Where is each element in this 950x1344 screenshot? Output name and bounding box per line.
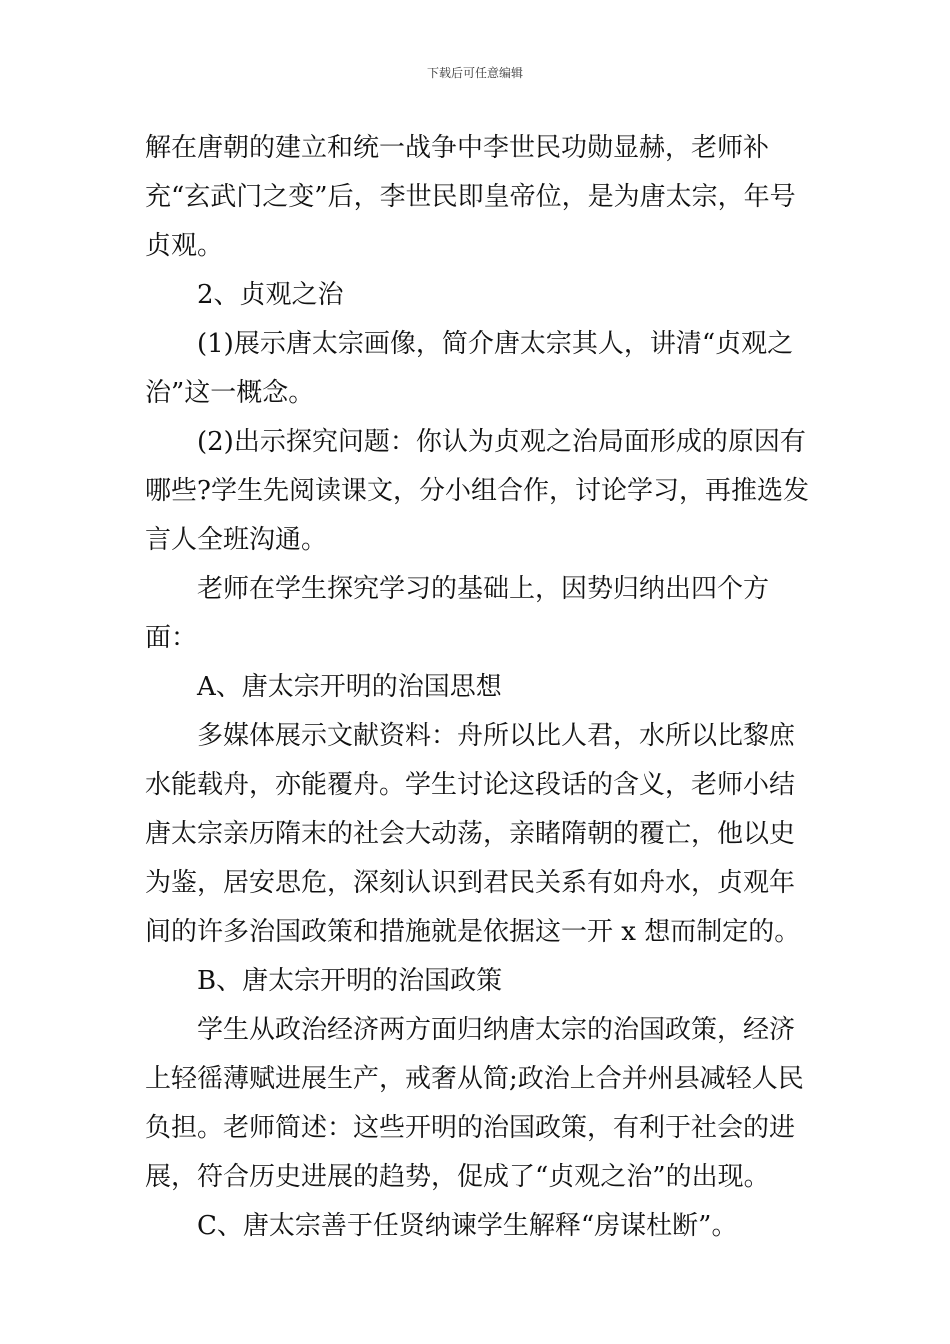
paragraph-7: 多媒体展示文献资料：舟所以比人君，水所以比黎庶水能载舟，亦能覆舟。学生讨论这段话的含义，老师小结唐太宗亲历隋末的社会大动荡，亲睹隋朝的覆亡，他以史为鉴，居安思危，深刻认识到君民关系有如舟水，贞观年间的许多治国政策和措施就是依据这一开 x 想而制定的。 <box>145 721 801 947</box>
paragraph-4: (2)出示探究问题：你认为贞观之治局面形成的原因有哪些?学生先阅读课文，分小组合作，讨论学习，再推选发言人全班沟通。 <box>145 427 809 555</box>
paragraph-9: 学生从政治经济两方面归纳唐太宗的治国政策，经济上轻徭薄赋进展生产，戒奢从简;政治上合并州县减轻人民负担。老师简述：这些开明的治国政策，有利于社会的进展，符合历史进展的趋势，促成了“贞观之治”的出现。 <box>145 1015 804 1192</box>
page-header: 下载后可任意编辑 <box>426 66 523 80</box>
paragraph-8-heading: B、唐太宗开明的治国政策 <box>197 966 503 996</box>
paragraph-6-heading: A、唐太宗开明的治国思想 <box>197 672 502 702</box>
paragraph-1: 解在唐朝的建立和统一战争中李世民功勋显赫，老师补充“玄武门之变”后，李世民即皇帝位，是为唐太宗，年号贞观。 <box>145 133 796 261</box>
document-body <box>145 124 810 1251</box>
paragraph-3: (1)展示唐太宗画像，简介唐太宗其人，讲清“贞观之治”这一概念。 <box>145 329 794 408</box>
paragraph-10: C、唐太宗善于任贤纳谏学生解释“房谋杜断”。 <box>197 1211 738 1241</box>
paragraph-5: 老师在学生探究学习的基础上，因势归纳出四个方面： <box>145 574 770 653</box>
paragraph-2-heading: 2、贞观之治 <box>197 280 344 310</box>
